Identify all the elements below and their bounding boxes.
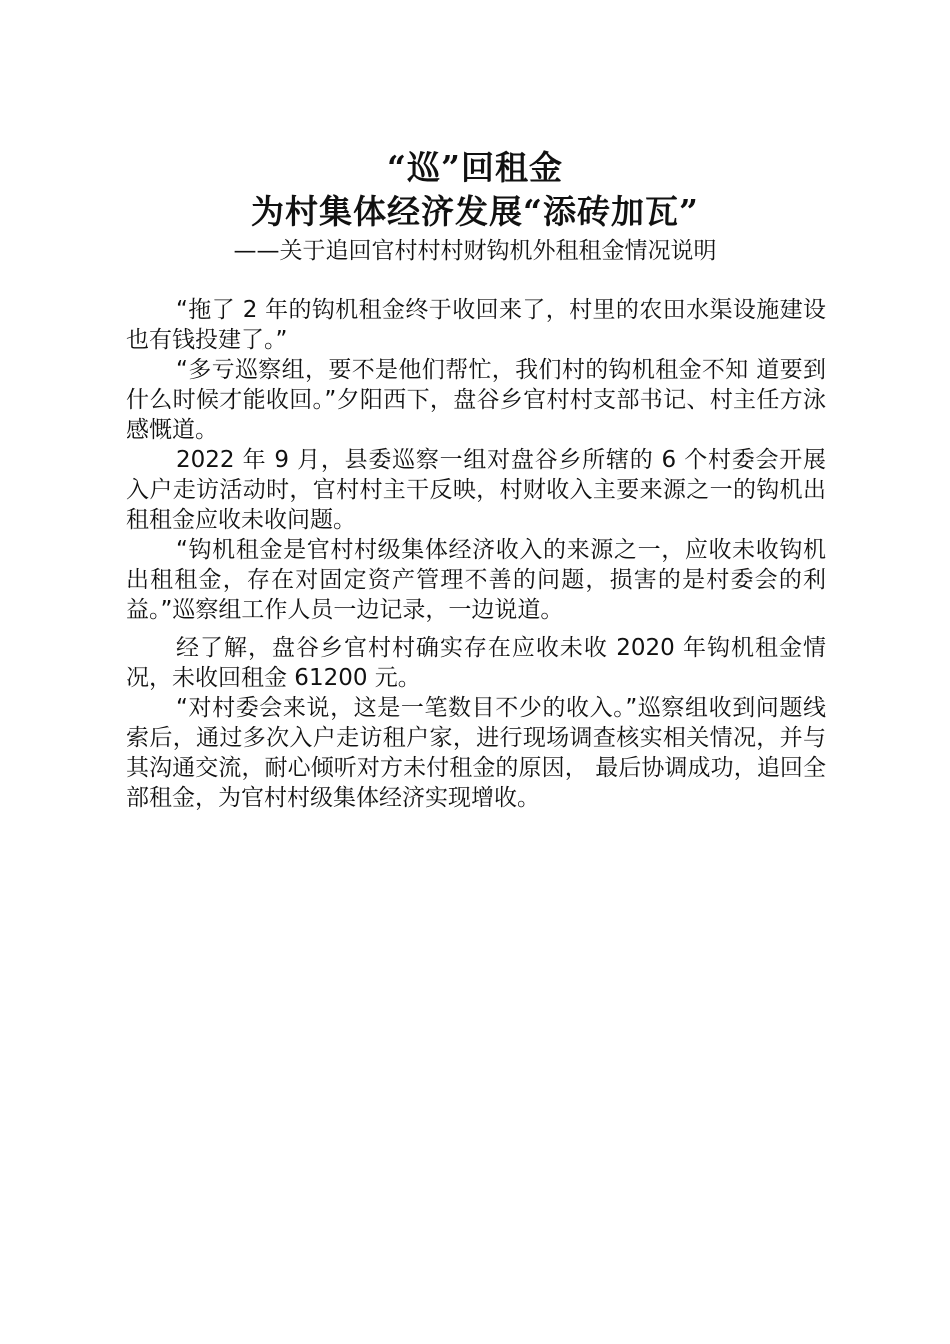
document-body [126, 295, 826, 813]
paragraph-1: “拖了 2 年的钩机租金终于收回来了，村里的农田水渠设施建设也有钱投建了。” [126, 297, 826, 353]
paragraph-2: “多亏巡察组，要不是他们帮忙，我们村的钩机租金不知 道要到什么时候才能收回。”夕阳西下，盘谷乡官村村支部书记、村主任方泳感慨道。 [126, 357, 826, 443]
title-block [0, 146, 950, 268]
paragraph-3: 2022 年 9 月，县委巡察一组对盘谷乡所辖的 6 个村委会开展入户走访活动时，官村村主干反映，村财收入主要来源之一的钩机出租租金应收未收问题。 [126, 447, 826, 533]
paragraph-6: “对村委会来说，这是一笔数目不少的收入。”巡察组收到问题线索后，通过多次入户走访租户家，进行现场调查核实相关情况，并与其沟通交流，耐心倾听对方未付租金的原因， 最后协调成功，追回全部租金，为官村村级集体经济实现增收。 [126, 695, 826, 811]
title-line-1: “巡”回租金 [387, 148, 563, 187]
paragraph-4: “钩机租金是官村村级集体经济收入的来源之一，应收未收钩机出租租金，存在对固定资产管理不善的问题，损害的是村委会的利益。”巡察组工作人员一边记录，一边说道。 [126, 537, 826, 623]
title-line-2: 为村集体经济发展“添砖加瓦” [251, 192, 699, 231]
paragraph-5: 经了解，盘谷乡官村村确实存在应收未收 2020 年钩机租金情况，未收回租金 61200 元。 [126, 635, 826, 691]
subtitle: ——关于追回官村村村财钩机外租租金情况说明 [233, 238, 717, 264]
